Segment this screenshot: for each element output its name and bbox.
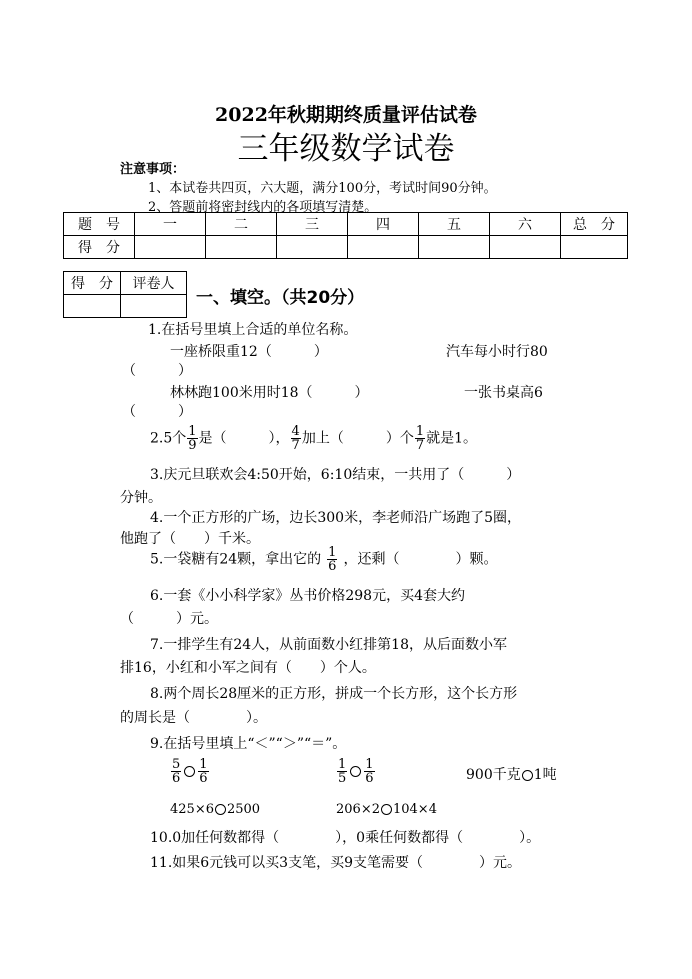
- score-header-3: 三: [277, 213, 348, 236]
- grader-score-label: 得 分: [64, 272, 121, 295]
- q1-item-b: 汽车每小时行80: [446, 344, 548, 360]
- q1-stem: 1.在括号里填上合适的单位名称。: [148, 322, 358, 338]
- q9-fraction-1-6: $\frac{1}{6}$: [199, 757, 208, 786]
- q9-compare-5-right: 104×4: [392, 802, 437, 817]
- q9-compare-1: [170, 758, 210, 785]
- exam-subtitle: 三年级数学试卷: [237, 131, 455, 167]
- score-cell-1[interactable]: [135, 236, 206, 259]
- compare-circle-icon[interactable]: [522, 770, 533, 781]
- score-header-label: 题 号: [64, 213, 135, 236]
- grader-name-cell[interactable]: [121, 295, 187, 318]
- q9-compare-2: [336, 758, 376, 785]
- grader-name-label: 评卷人: [121, 272, 187, 295]
- q3-line-1: 3.庆元旦联欢会4:50开始，6:10结束，一共用了（ ）: [150, 467, 521, 483]
- q1-item-a: 一座桥限重12（ ）: [170, 344, 328, 360]
- score-cell-total[interactable]: [561, 236, 628, 259]
- q9-compare-4-right: 2500: [226, 802, 261, 817]
- score-cell-6[interactable]: [490, 236, 561, 259]
- q9-fraction-1-6-b: $\frac{1}{6}$: [365, 757, 374, 786]
- q1-item-d-blank[interactable]: （ ）: [122, 404, 192, 420]
- score-header-total: 总 分: [561, 213, 628, 236]
- score-table: [63, 212, 628, 259]
- notice-heading: 注意事项：: [120, 162, 186, 177]
- q9-compare-3: [466, 764, 557, 784]
- section-1-title: 一、填空。（共20分）: [196, 288, 365, 308]
- q2-part-4: 就是1。: [426, 430, 478, 447]
- score-header-2: 二: [206, 213, 277, 236]
- q7-line-2: 排16，小红和小军之间有（ ）个人。: [120, 660, 376, 676]
- q5-part-2: ，还剩（ ）颗。: [343, 551, 498, 568]
- q3-line-2: 分钟。: [120, 490, 162, 506]
- q5: [150, 546, 497, 573]
- q6-line-2: （ ）元。: [120, 611, 218, 627]
- q9-compare-4: [170, 802, 260, 817]
- q9-compare-3-left: 900千克: [466, 767, 521, 783]
- q9-compare-5: [336, 802, 437, 817]
- q8-line-2: 的周长是（ ）。: [120, 710, 267, 726]
- q2-part-3: 加上（ ）个: [301, 430, 414, 447]
- score-table-score-row: [64, 236, 628, 259]
- q2-fraction-4-7: $\frac{4}{7}$: [291, 424, 300, 453]
- compare-circle-icon[interactable]: [215, 804, 226, 815]
- compare-circle-icon[interactable]: [350, 766, 361, 777]
- score-header-1: 一: [135, 213, 206, 236]
- score-table-header-row: [64, 213, 628, 236]
- q8-line-1: 8.两个周长28厘米的正方形，拼成一个长方形，这个长方形: [150, 686, 518, 702]
- q2: [150, 425, 477, 452]
- score-cell-2[interactable]: [206, 236, 277, 259]
- q2-part-1: 2.5个: [150, 430, 187, 447]
- q7-line-1: 7.一排学生有24人，从前面数小红排第18，从后面数小军: [150, 637, 507, 653]
- q9-compare-5-left: 206×2: [336, 802, 380, 817]
- q9-fraction-1-5: $\frac{1}{5}$: [338, 757, 347, 786]
- q4-line-1: 4.一个正方形的广场，边长300米，李老师沿广场跑了5圈，: [150, 510, 521, 526]
- score-row-label: 得 分: [64, 236, 135, 259]
- q9-fraction-5-6: $\frac{5}{6}$: [172, 757, 181, 786]
- q1-item-b-blank[interactable]: （ ）: [122, 363, 192, 379]
- q2-fraction-1-9: $\frac{1}{9}$: [188, 424, 197, 453]
- notice-item-1: 1、本试卷共四页，六大题，满分100分，考试时间90分钟。: [148, 181, 497, 196]
- compare-circle-icon[interactable]: [381, 804, 392, 815]
- compare-circle-icon[interactable]: [184, 766, 195, 777]
- q1-item-d: 一张书桌高6: [464, 385, 543, 401]
- exam-title: 2022年秋期期终质量评估试卷: [215, 104, 477, 126]
- score-header-6: 六: [490, 213, 561, 236]
- score-cell-3[interactable]: [277, 236, 348, 259]
- q5-fraction-1-6: $\frac{1}{6}$: [328, 545, 337, 574]
- q5-part-1: 5.一袋糖有24颗，拿出它的: [150, 551, 322, 568]
- q6-line-1: 6.一套《小小科学家》丛书价格298元，买4套大约: [150, 588, 465, 604]
- score-header-4: 四: [348, 213, 419, 236]
- q11: 11.如果6元钱可以买3支笔，买9支笔需要（ ）元。: [150, 855, 521, 871]
- notice-item-2: 2、答题前将密封线内的各项填写清楚。: [148, 200, 378, 215]
- q9-compare-3-right: 1吨: [533, 767, 557, 783]
- q4-line-2: 他跑了（ ）千米。: [120, 531, 260, 547]
- q9-stem: 9.在括号里填上“＜”“＞”“＝”。: [150, 736, 347, 752]
- q2-part-2: 是（ ），: [198, 430, 290, 447]
- q9-compare-4-left: 425×6: [170, 802, 214, 817]
- score-cell-4[interactable]: [348, 236, 419, 259]
- grader-score-cell[interactable]: [64, 295, 121, 318]
- score-cell-5[interactable]: [419, 236, 490, 259]
- q1-item-c: 林林跑100米用时18（ ）: [170, 385, 369, 401]
- q10: 10.0加任何数都得（ ），0乘任何数都得（ ）。: [150, 830, 541, 846]
- grader-table: [63, 271, 187, 318]
- score-header-5: 五: [419, 213, 490, 236]
- q2-fraction-1-7: $\frac{1}{7}$: [415, 424, 425, 453]
